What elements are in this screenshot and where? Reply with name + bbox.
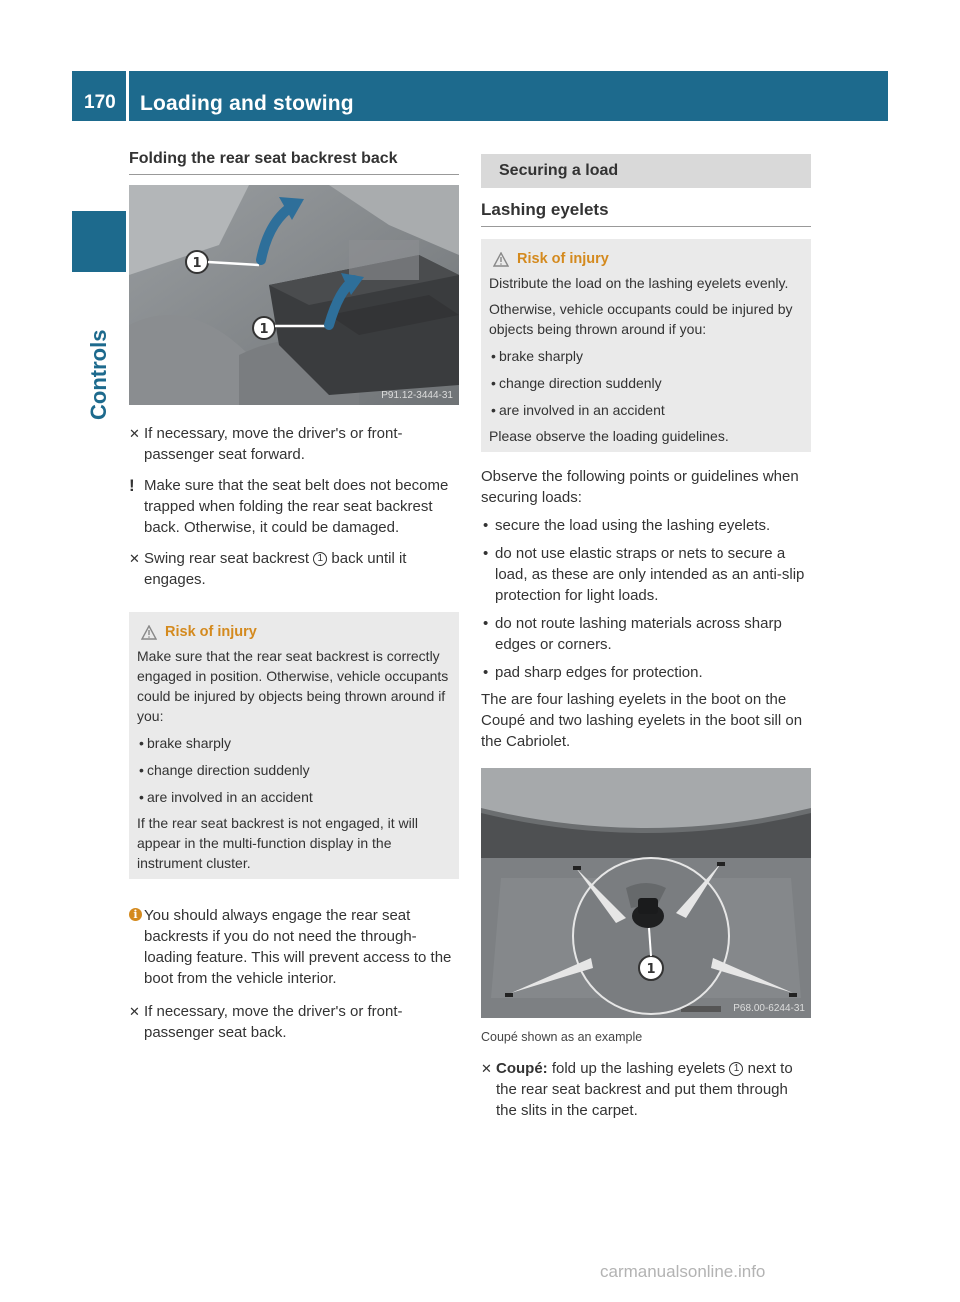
seat-backrest-photo: [129, 185, 459, 405]
info-icon: i: [129, 908, 142, 921]
step-arrow-icon: ✕: [129, 1004, 140, 1019]
step-label: Coupé:: [496, 1060, 548, 1077]
left-heading: Folding the rear seat backrest back: [129, 150, 459, 175]
warning-p2: Otherwise, vehicle occupants could be injured by objects being thrown around if you:: [489, 301, 793, 337]
bullet-icon: •: [139, 762, 144, 778]
step-text-a: fold up the lashing eyelets: [547, 1060, 730, 1077]
warning-box: [481, 239, 811, 452]
list-item: [481, 543, 811, 606]
warning-item: [489, 373, 803, 393]
step-text: If necessary, move the driver's or front-passenger seat forward.: [144, 425, 403, 463]
warning-title-row: [489, 249, 803, 269]
step-text: If necessary, move the driver's or front-passenger seat back.: [144, 1003, 403, 1041]
bullet-icon: •: [139, 789, 144, 805]
warning-item-text: are involved in an accident: [147, 789, 313, 805]
list-item: [481, 515, 811, 536]
list-item: [481, 613, 811, 655]
warning-title-row: [137, 622, 451, 642]
boot-eyelets-photo: [481, 768, 811, 1018]
right-column: [481, 150, 811, 1121]
svg-text:1: 1: [192, 256, 202, 271]
bullet-icon: •: [483, 615, 489, 632]
warning-item-text: are involved in an accident: [499, 402, 665, 418]
right-heading: Lashing eyelets: [481, 188, 811, 227]
instruction-step: [481, 1058, 811, 1121]
warning-item: [137, 733, 451, 753]
side-tab: [72, 211, 126, 272]
warning-intro: Make sure that the rear seat backrest is correctly engaged in position. Otherwise, vehicle occupants could be injured by objects being thrown around if you:: [137, 648, 449, 724]
boot-eyelets-illustration: [481, 768, 811, 1018]
warning-item: [137, 787, 451, 807]
bullet-icon: •: [139, 735, 144, 751]
header-divider: [126, 71, 129, 121]
bullet-icon: •: [483, 517, 489, 534]
step-text-a: Swing rear seat backrest: [144, 550, 314, 567]
photo-caption: Coupé shown as an example: [481, 1030, 643, 1044]
side-label: [86, 329, 112, 420]
side-label-text: Controls: [86, 329, 111, 420]
watermark: carmanualsonline.info: [600, 1262, 766, 1281]
bullet-icon: •: [483, 664, 489, 681]
photo-code: P91.12-3444-31: [381, 390, 453, 401]
warning-title: Risk of injury: [165, 624, 257, 640]
bullet-icon: •: [491, 375, 496, 391]
warning-p1: Distribute the load on the lashing eyelets evenly.: [489, 275, 789, 291]
bullet-icon: •: [491, 402, 496, 418]
warning-box: [129, 612, 459, 879]
info-note: [129, 905, 459, 989]
svg-text:1: 1: [259, 322, 269, 337]
warning-item: [489, 400, 803, 420]
list-item-text: do not route lashing materials across sharp edges or corners.: [495, 615, 782, 653]
warning-item-text: change direction suddenly: [499, 375, 662, 391]
bullet-icon: •: [483, 545, 489, 562]
warning-triangle-icon: [493, 252, 509, 267]
intro-paragraph: Observe the following points or guidelines when securing loads:: [481, 468, 799, 506]
warning-title: Risk of injury: [517, 251, 609, 267]
warning-item: [489, 346, 803, 366]
callout-number-icon: 1: [729, 1062, 743, 1076]
page-number: 170: [84, 92, 116, 113]
warning-item-text: change direction suddenly: [147, 762, 310, 778]
left-column: [129, 150, 459, 1043]
step-arrow-icon: ✕: [129, 551, 140, 566]
warning-item-text: brake sharply: [499, 348, 584, 364]
warning-triangle-icon: [141, 625, 157, 640]
step-text-b: next to the rear seat backrest and put them through the slits in the carpet.: [496, 1060, 793, 1119]
step-arrow-icon: ✕: [481, 1061, 492, 1076]
bullet-icon: •: [491, 348, 496, 364]
eyelets-paragraph: The are four lashing eyelets in the boot on the Coupé and two lashing eyelets in the boot sill on the Cabriolet.: [481, 691, 803, 750]
list-item-text: do not use elastic straps or nets to secure a load, as these are only intended as an anti-slip protection for light loads.: [495, 545, 805, 604]
warning-outro: Please observe the loading guidelines.: [489, 428, 729, 444]
svg-text:1: 1: [646, 962, 656, 977]
caution-icon: !: [129, 476, 135, 495]
info-text: You should always engage the rear seat backrests if you do not need the through-loading feature. This will prevent access to the boot from the vehicle interior.: [144, 907, 452, 987]
list-item: [481, 662, 811, 683]
instruction-step: [129, 423, 459, 465]
step-text-b: back until it engages.: [144, 550, 407, 588]
instruction-step: [129, 548, 459, 590]
photo-code: P68.00-6244-31: [733, 1003, 805, 1014]
caution-note: [129, 475, 459, 538]
warning-item: [137, 760, 451, 780]
seat-backrest-illustration: [129, 185, 459, 405]
list-item-text: pad sharp edges for protection.: [495, 664, 703, 681]
warning-item-text: brake sharply: [147, 735, 232, 751]
caution-text: Make sure that the seat belt does not become trapped when folding the rear seat backrest back. Otherwise, it could be damaged.: [144, 477, 449, 536]
warning-outro: If the rear seat backrest is not engaged, it will appear in the multi-function display in the instrument cluster.: [137, 815, 418, 871]
section-title: Loading and stowing: [140, 92, 354, 115]
step-arrow-icon: ✕: [129, 426, 140, 441]
list-item-text: secure the load using the lashing eyelets.: [495, 517, 771, 534]
callout-number-icon: 1: [313, 552, 327, 566]
instruction-step: [129, 1001, 459, 1043]
section-header: Securing a load: [481, 154, 811, 188]
